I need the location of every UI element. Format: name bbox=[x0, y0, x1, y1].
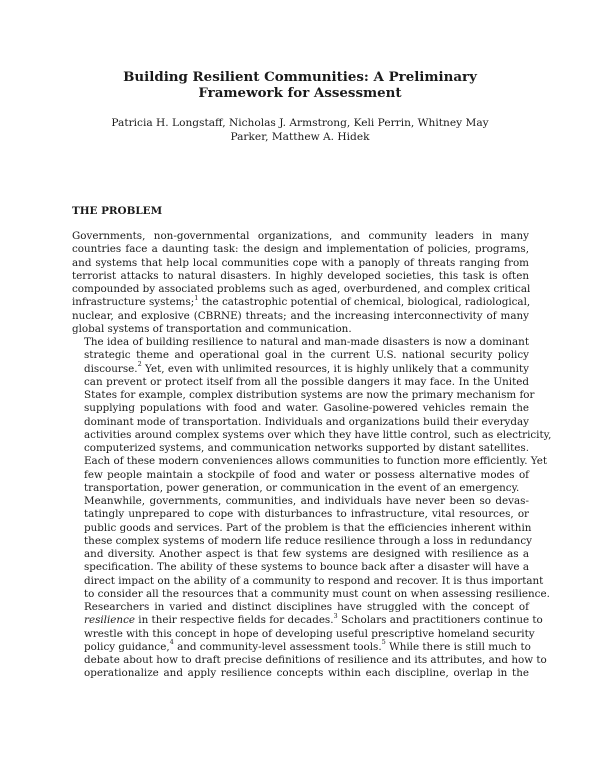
paragraph-2 bbox=[72, 336, 552, 495]
emphasis-term: resilience bbox=[84, 614, 135, 627]
text-line: supplying populations with food and water. Gasoline-powered vehicles remain the bbox=[84, 402, 529, 415]
text-line: few people maintain a stockpile of food and water or possess alternative modes of bbox=[84, 468, 529, 481]
text-line: can prevent or protect itself from all the possible dangers it may face. In the United bbox=[84, 375, 529, 388]
text-fragment: discourse. bbox=[84, 362, 138, 375]
text-line: transportation, power generation, or communication in the event of an emergency. bbox=[84, 481, 520, 494]
footnote-ref-5: 5 bbox=[381, 638, 386, 647]
text-line bbox=[72, 360, 529, 376]
text-line: strategic theme and operational goal in the current U.S. national security policy bbox=[84, 349, 529, 362]
title-line-1: Building Resilient Communities: A Preliminary bbox=[123, 69, 477, 85]
text-line: terrorist attacks to natural disasters. In highly developed societies, this task is often bbox=[72, 269, 529, 282]
paragraph-3 bbox=[72, 495, 550, 601]
text-line: activities around complex systems over which they have little control, such as electricity, bbox=[84, 428, 552, 441]
text-line bbox=[72, 611, 543, 627]
paper-title bbox=[0, 69, 600, 101]
text-line bbox=[72, 293, 531, 309]
text-line: these complex systems of modern life reduce resilience through a loss in redundancy bbox=[84, 534, 532, 547]
text-line: global systems of transportation and communication. bbox=[72, 322, 352, 335]
text-line: direct impact on the ability of a community to respond and recover. It is thus important bbox=[84, 574, 544, 587]
text-line: Governments, non-governmental organizations, and community leaders in many bbox=[72, 230, 529, 242]
paragraph-4 bbox=[72, 601, 547, 681]
text-line: tatingly unprepared to cope with disturbances to infrastructure, vital resources, or bbox=[84, 508, 529, 521]
text-line bbox=[72, 638, 531, 654]
section-heading: THE PROBLEM bbox=[72, 205, 163, 217]
title-line-2: Framework for Assessment bbox=[198, 85, 402, 101]
text-line: debate about how to draft precise definitions of resilience and its attributes, and how to bbox=[84, 654, 547, 666]
text-line: Meanwhile, governments, communities, and individuals have never been so devas- bbox=[84, 495, 529, 507]
text-line: States for example, complex distribution systems are now the primary mechanism for bbox=[84, 389, 535, 401]
footnote-ref-3: 3 bbox=[333, 611, 338, 620]
text-line: specification. The ability of these systems to bounce back after a disaster will have a bbox=[84, 561, 529, 574]
text-line: compounded by associated problems such as aged, overburdened, and complex critical bbox=[72, 283, 531, 295]
authors-line-1: Patricia H. Longstaff, Nicholas J. Armstrong, Keli Perrin, Whitney May bbox=[111, 117, 489, 129]
text-fragment: Yet, even with unlimited resources, it is highly unlikely that a community bbox=[141, 362, 529, 375]
text-line: nuclear, and explosive (CBRNE) threats; and the increasing interconnectivity of many bbox=[72, 309, 529, 322]
body-text bbox=[72, 230, 552, 681]
text-line: computerized systems, and communication networks supported by distant satellites. bbox=[84, 442, 529, 454]
text-fragment: in their respective fields for decades. bbox=[135, 614, 334, 627]
text-line: dominant mode of transportation. Individuals and organizations build their everyday bbox=[84, 415, 529, 428]
text-line: countries face a daunting task: the design and implementation of policies, programs, bbox=[72, 243, 529, 256]
text-line: Researchers in varied and distinct disciplines have struggled with the concept of bbox=[84, 601, 529, 613]
text-fragment: Scholars and practitioners continue to bbox=[337, 614, 543, 627]
text-line: to consider all the resources that a community must count on when assessing resilience. bbox=[84, 587, 550, 600]
text-fragment: policy guidance, bbox=[84, 640, 170, 653]
text-line: wrestle with this concept in hope of developing useful prescriptive homeland security bbox=[84, 627, 535, 640]
text-fragment: and community-level assessment tools. bbox=[173, 640, 382, 653]
text-fragment: the catastrophic potential of chemical, biological, radiological, bbox=[198, 296, 531, 309]
text-line: Each of these modern conveniences allows communities to function more efficiently. Yet bbox=[84, 455, 547, 468]
text-line: public goods and services. Part of the problem is that the efficiencies inherent within bbox=[84, 521, 532, 534]
text-line: and systems that help local communities cope with a panoply of threats ranging from bbox=[72, 256, 529, 269]
authors-line-2: Parker, Matthew A. Hidek bbox=[230, 130, 370, 143]
text-fragment: While there is still much to bbox=[385, 640, 531, 653]
paragraph-1 bbox=[72, 230, 529, 336]
text-fragment: infrastructure systems; bbox=[72, 296, 195, 309]
footnote-ref-4: 4 bbox=[169, 638, 174, 647]
text-line: The idea of building resilience to natural and man-made disasters is now a dominant bbox=[84, 336, 529, 348]
footnote-ref-1: 1 bbox=[194, 293, 199, 302]
author-list bbox=[0, 117, 600, 144]
text-line: and diversity. Another aspect is that few systems are designed with resilience as a bbox=[84, 548, 529, 560]
footnote-ref-2: 2 bbox=[137, 360, 142, 369]
text-line: operationalize and apply resilience concepts within each discipline, overlap in the bbox=[84, 667, 529, 680]
